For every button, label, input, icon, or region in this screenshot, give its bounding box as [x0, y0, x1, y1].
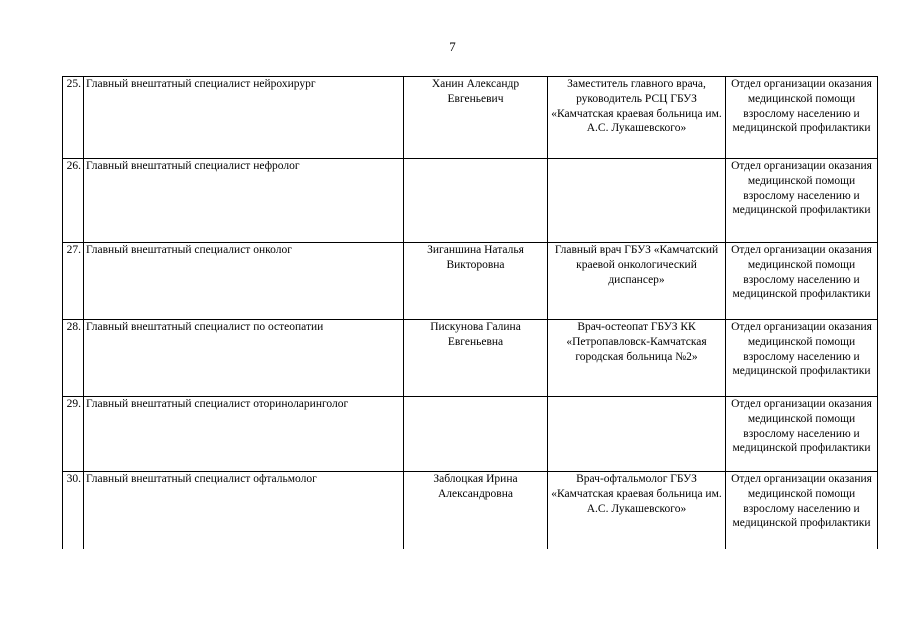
row-number: 30. — [63, 472, 84, 549]
table-row — [63, 397, 878, 472]
responsible-department: Отдел организации оказания медицинской помощи взрослому населению и медицинской профилактики — [726, 243, 878, 320]
responsible-department: Отдел организации оказания медицинской помощи взрослому населению и медицинской профилактики — [726, 320, 878, 397]
specialist-title: Главный внештатный специалист нейрохирург — [84, 77, 404, 159]
person-position: Главный врач ГБУЗ «Камчатский краевой онкологический диспансер» — [548, 243, 726, 320]
page-number: 7 — [449, 39, 456, 54]
responsible-department: Отдел организации оказания медицинской помощи взрослому населению и медицинской профилактики — [726, 159, 878, 243]
specialist-title: Главный внештатный специалист офтальмолог — [84, 472, 404, 549]
specialists-table — [62, 76, 878, 549]
person-position: Врач-остеопат ГБУЗ КК «Петропавловск-Камчатская городская больница №2» — [548, 320, 726, 397]
person-name: Зиганшина Наталья Викторовна — [404, 243, 548, 320]
responsible-department: Отдел организации оказания медицинской помощи взрослому населению и медицинской профилактики — [726, 472, 878, 549]
row-number: 27. — [63, 243, 84, 320]
specialist-title: Главный внештатный специалист онколог — [84, 243, 404, 320]
responsible-department: Отдел организации оказания медицинской помощи взрослому населению и медицинской профилактики — [726, 77, 878, 159]
person-name: Заблоцкая Ирина Александровна — [404, 472, 548, 549]
person-name — [404, 397, 548, 472]
responsible-department: Отдел организации оказания медицинской помощи взрослому населению и медицинской профилактики — [726, 397, 878, 472]
row-number: 26. — [63, 159, 84, 243]
person-position: Врач-офтальмолог ГБУЗ «Камчатская краевая больница им. А.С. Лукашевского» — [548, 472, 726, 549]
table-row — [63, 320, 878, 397]
specialist-title: Главный внештатный специалист по остеопатии — [84, 320, 404, 397]
table-row — [63, 472, 878, 549]
row-number: 25. — [63, 77, 84, 159]
person-position — [548, 397, 726, 472]
row-number: 28. — [63, 320, 84, 397]
specialist-title: Главный внештатный специалист оториноларинголог — [84, 397, 404, 472]
person-name — [404, 159, 548, 243]
table-row — [63, 77, 878, 159]
person-name: Пискунова Галина Евгеньевна — [404, 320, 548, 397]
person-position — [548, 159, 726, 243]
specialist-title: Главный внештатный специалист нефролог — [84, 159, 404, 243]
row-number: 29. — [63, 397, 84, 472]
table-row — [63, 159, 878, 243]
person-name: Ханин Александр Евгеньевич — [404, 77, 548, 159]
person-position: Заместитель главного врача, руководитель РСЦ ГБУЗ «Камчатская краевая больница им. А.С. Лукашевского» — [548, 77, 726, 159]
table-row — [63, 243, 878, 320]
